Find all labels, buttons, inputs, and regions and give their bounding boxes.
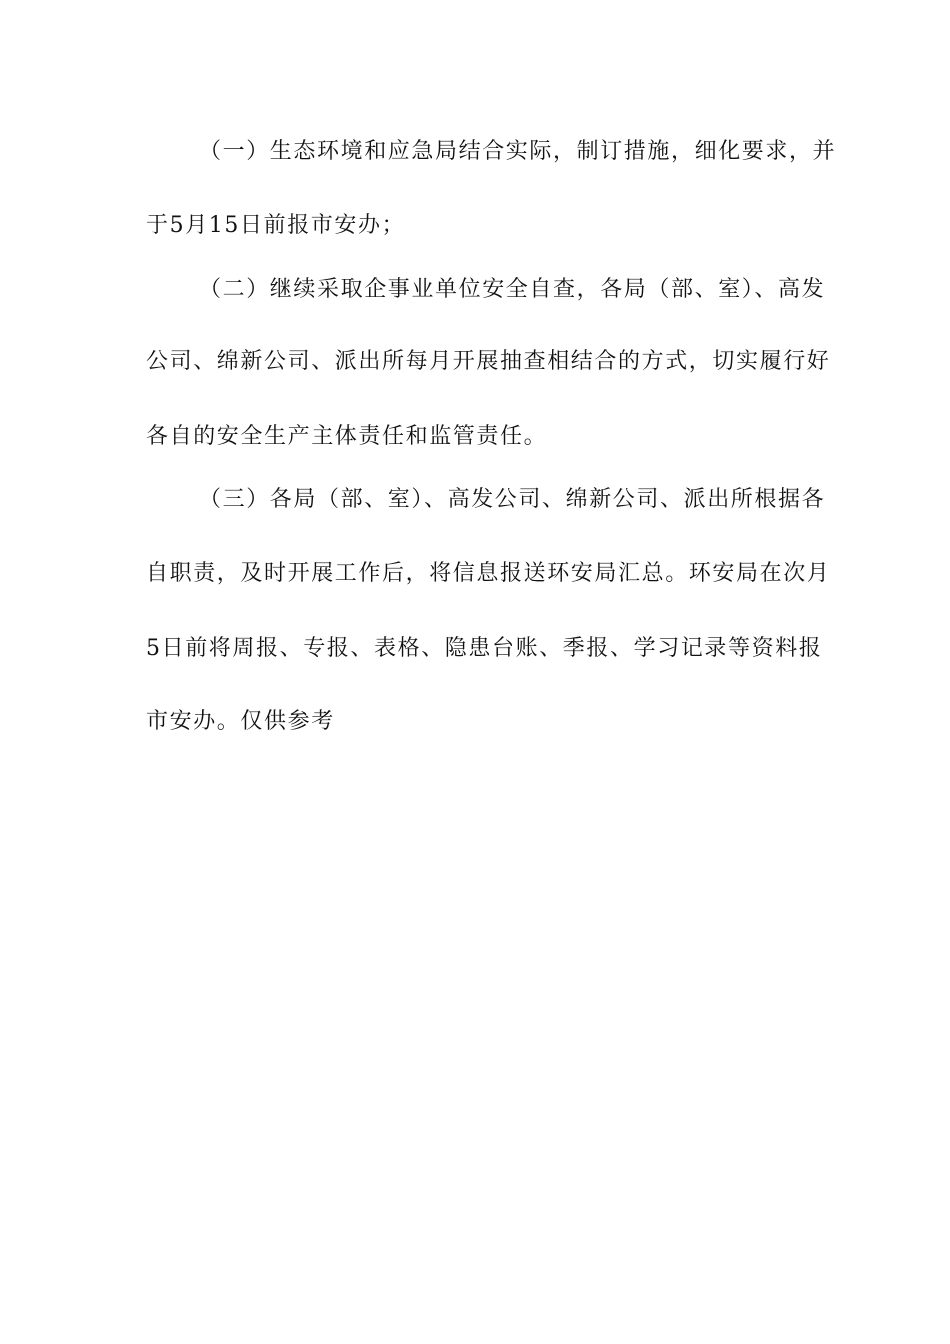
paragraph-1-line-1: （一）生态环境和应急局结合实际，制订措施，细化要求，并 [199,139,837,164]
paragraph-3-line-1: （三）各局（部、室）、高发公司、绵新公司、派出所根据各 [199,487,826,512]
paragraph-2-line-3: 各自的安全生产主体责任和监管责任。 [146,424,548,449]
paragraph-1-line-2: 于5月15日前报市安办； [146,213,406,238]
paragraph-2-line-2: 公司、绵新公司、派出所每月开展抽查相结合的方式，切实履行好 [146,349,831,374]
paragraph-3-line-4: 市安办。仅供参考 [146,709,335,734]
paragraph-2-line-1: （二）继续采取企事业单位安全自查，各局（部、室）、高发 [199,277,826,302]
paragraph-3-line-3: 5日前将周报、专报、表格、隐患台账、季报、学习记录等资料报 [146,636,823,661]
paragraph-3-line-2: 自职责，及时开展工作后，将信息报送环安局汇总。环安局在次月 [146,561,831,586]
